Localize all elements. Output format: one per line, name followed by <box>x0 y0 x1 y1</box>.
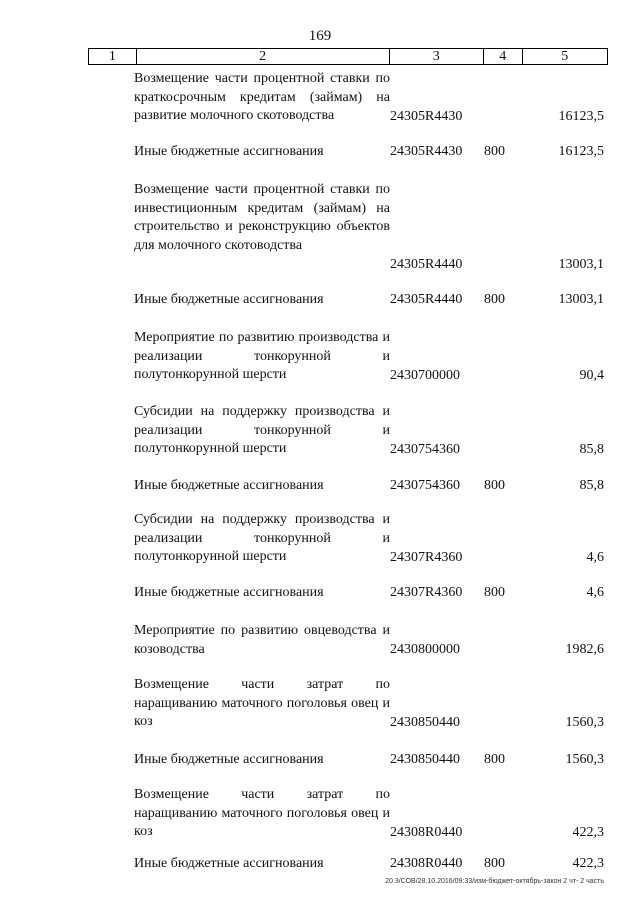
row-amount: 1982,6 <box>565 641 604 657</box>
row-amount: 16123,5 <box>558 143 604 159</box>
table-row <box>0 511 640 567</box>
row-amount: 13003,1 <box>558 291 604 307</box>
row-amount: 4,6 <box>586 549 604 565</box>
table-row <box>0 181 640 274</box>
row-amount: 13003,1 <box>558 256 604 272</box>
row-code: 24308R0440 <box>390 855 463 871</box>
column-header-2: 2 <box>136 49 389 65</box>
row-description: Иные бюджетные ассигнования <box>134 144 324 159</box>
row-code: 24305R4430 <box>390 108 463 124</box>
row-description: Мероприятие по развитию производства и реализации тонкорунной и полутонкорунной шерсти <box>134 330 390 382</box>
row-description: Возмещение части затрат по наращиванию маточного поголовья овец и коз <box>134 677 390 729</box>
row-expense-type: 800 <box>484 291 505 307</box>
row-code: 2430850440 <box>390 714 460 730</box>
column-header-4: 4 <box>483 49 522 65</box>
table-row <box>0 622 640 659</box>
row-expense-type: 800 <box>484 477 505 493</box>
row-description: Возмещение части процентной ставки по краткосрочным кредитам (займам) на развитие молочного скотоводства <box>134 71 390 123</box>
row-description: Субсидии на поддержку производства и реализации тонкорунной и полутонкорунной шерсти <box>134 404 390 456</box>
row-code: 2430754360 <box>390 477 460 493</box>
row-description: Иные бюджетные ассигнования <box>134 752 324 767</box>
row-code: 2430850440 <box>390 751 460 767</box>
row-description: Возмещение части затрат по наращиванию маточного поголовья овец и коз <box>134 787 390 839</box>
table-row <box>0 751 640 769</box>
row-expense-type: 800 <box>484 584 505 600</box>
row-description: Иные бюджетные ассигнования <box>134 856 324 871</box>
row-amount: 90,4 <box>579 367 604 383</box>
column-header-3: 3 <box>389 49 483 65</box>
row-amount: 422,3 <box>572 855 604 871</box>
row-code: 24305R4440 <box>390 256 463 272</box>
table-row <box>0 143 640 161</box>
row-code: 2430700000 <box>390 367 460 383</box>
row-amount: 4,6 <box>586 584 604 600</box>
row-description: Иные бюджетные ассигнования <box>134 292 324 307</box>
table-row <box>0 477 640 495</box>
row-description: Возмещение части процентной ставки по инвестиционным кредитам (займам) на строительство и реконструкцию объектов для молочного скотоводства <box>134 182 390 253</box>
row-amount: 422,3 <box>572 824 604 840</box>
footer-file-path: 20.3/СОВ/28.10.2016/09:33/изм-бюджет-октябрь-закон 2 чт- 2 часть <box>385 878 604 885</box>
table-row <box>0 291 640 309</box>
table-row <box>0 676 640 732</box>
page-number: 169 <box>308 28 332 44</box>
row-code: 24307R4360 <box>390 584 463 600</box>
table-row <box>0 70 640 126</box>
row-code: 24305R4430 <box>390 143 463 159</box>
row-amount: 16123,5 <box>558 108 604 124</box>
row-amount: 1560,3 <box>565 751 604 767</box>
table-row <box>0 855 640 873</box>
row-code: 24305R4440 <box>390 291 463 307</box>
row-expense-type: 800 <box>484 143 505 159</box>
row-code: 2430800000 <box>390 641 460 657</box>
row-description: Иные бюджетные ассигнования <box>134 585 324 600</box>
row-code: 24307R4360 <box>390 549 463 565</box>
column-header-5: 5 <box>522 49 607 65</box>
row-description: Субсидии на поддержку производства и реализации тонкорунной и полутонкорунной шерсти <box>134 512 390 564</box>
row-amount: 85,8 <box>579 477 604 493</box>
row-code: 2430754360 <box>390 441 460 457</box>
column-header-row <box>88 48 608 65</box>
row-description: Мероприятие по развитию овцеводства и козоводства <box>134 623 390 657</box>
column-header-1: 1 <box>89 49 137 65</box>
table-row <box>0 584 640 602</box>
row-expense-type: 800 <box>484 855 505 871</box>
row-amount: 85,8 <box>579 441 604 457</box>
table-row <box>0 329 640 385</box>
row-amount: 1560,3 <box>565 714 604 730</box>
table-row <box>0 403 640 459</box>
row-expense-type: 800 <box>484 751 505 767</box>
row-description: Иные бюджетные ассигнования <box>134 478 324 493</box>
table-row <box>0 786 640 842</box>
row-code: 24308R0440 <box>390 824 463 840</box>
